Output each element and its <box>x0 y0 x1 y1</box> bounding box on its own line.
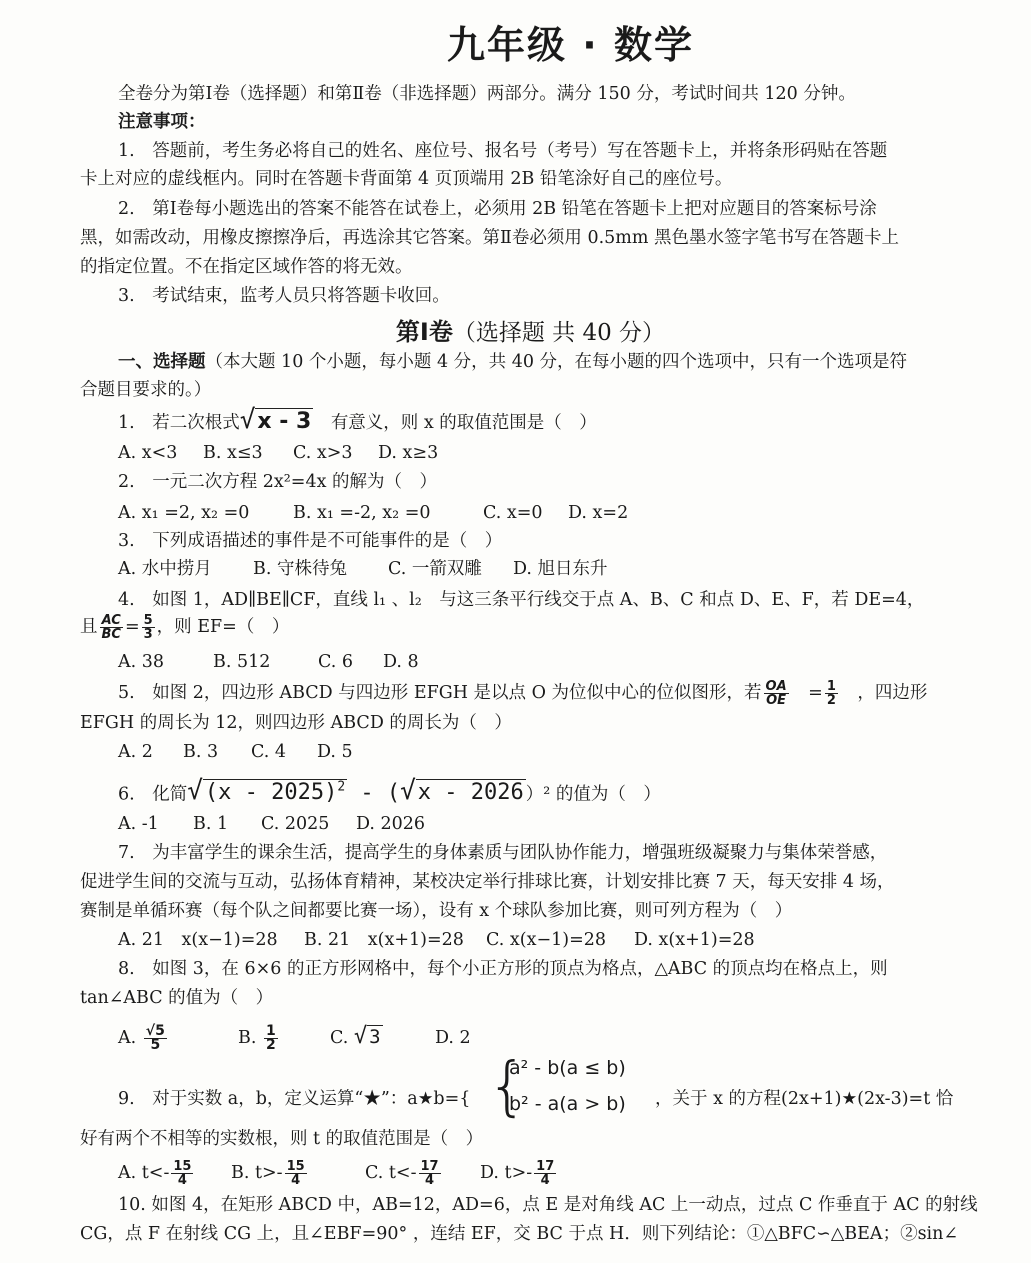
q9-option-a-num: 15 <box>173 1159 192 1174</box>
q6-options <box>118 812 991 836</box>
q6-option-a: A. -1 <box>118 814 159 834</box>
question-9-line2: 好有两个不相等的实数根，则 t 的取值范围是（ ） <box>80 1129 484 1149</box>
q9-option-c-num: 17 <box>420 1159 439 1174</box>
q4-options <box>118 650 991 674</box>
note-2a: 2. 第Ⅰ卷每小题选出的答案不能答在试卷上，必须用 2B 铅笔在答题卡上把对应题目的答案标号涂 <box>118 199 877 219</box>
q4-option-d: D. 8 <box>383 652 419 672</box>
q9-option-a-den: 4 <box>177 1173 187 1188</box>
q2-options <box>118 501 991 525</box>
q9-option-a-pre: A. t<- <box>118 1163 170 1183</box>
q3-option-c: C. 一箭双雕 <box>388 559 482 579</box>
q9-option-b-frac <box>285 1160 307 1187</box>
q6-option-b: B. 1 <box>193 814 229 834</box>
q4-frac-num: AC <box>100 614 123 628</box>
part1-heading: 一、选择题 <box>118 352 206 372</box>
section-title <box>0 312 1031 347</box>
q5-fraction <box>764 680 789 707</box>
question-7-line3: 赛制是单循环赛（每个队之间都要比赛一场），设有 x 个球队参加比赛，则可列方程为（ ） <box>80 901 793 921</box>
q9-brace: { <box>487 1050 528 1124</box>
question-1 <box>118 405 991 435</box>
part1-desc: （本大题 10 个小题，每小题 4 分，共 40 分，在每小题的四个选项中，只有一个选项是符 <box>205 352 908 372</box>
question-10-line1: 10. 如图 4，在矩形 ABCD 中，AB=12，AD=6，点 E 是对角线 AC 上一动点，过点 C 作垂直于 AC 的射线 <box>118 1195 978 1215</box>
q8-option-a <box>118 1023 238 1053</box>
question-7-line1: 7. 为丰富学生的课余生活，提高学生的身体素质与团队协作能力，增强班级凝聚力与集体荣誉感， <box>118 843 888 863</box>
question-4-line2 <box>80 614 991 641</box>
part1-desc-b: 合题目要求的。） <box>80 380 212 400</box>
intro-line: 全卷分为第Ⅰ卷（选择题）和第Ⅱ卷（非选择题）两部分。满分 150 分，考试时间共 120 分钟。 <box>118 84 856 104</box>
q7-option-a: A. 21 x(x−1)=28 <box>118 930 278 950</box>
question-5-line1 <box>118 680 991 707</box>
q4-pre: 且 <box>80 617 98 637</box>
q1-option-b: B. x≤3 <box>203 443 263 463</box>
q6-radicand-2: x - 2026 <box>417 780 524 806</box>
q3-option-a: A. 水中捞月 <box>118 559 212 579</box>
q4-frac2-den: 3 <box>143 627 153 642</box>
q6-mid: - ( <box>347 780 401 806</box>
q9-option-b-num: 15 <box>286 1159 305 1174</box>
note-1b: 卡上对应的虚线框内。同时在答题卡背面第 4 页顶端用 2B 铅笔涂好自己的座位号。 <box>80 169 733 189</box>
q8-option-d: D. 2 <box>435 1028 471 1048</box>
question-7-line2: 促进学生间的交流与互动，弘扬体育精神，某校决定举行排球比赛，计划安排比赛 7 天，每天安排 4 场， <box>80 872 895 892</box>
q4-post: ，则 EF=（ ） <box>156 617 290 637</box>
q4-frac2-num: 5 <box>143 613 153 628</box>
q7-option-c: C. x(x−1)=28 <box>486 930 607 950</box>
q8-option-c-value: 3 <box>369 1026 381 1048</box>
q1-option-a: A. x<3 <box>118 443 178 463</box>
q3-options <box>118 557 991 581</box>
q8-option-a-den: 5 <box>150 1037 161 1053</box>
notes-heading: 注意事项： <box>118 112 206 132</box>
q8-option-c-sqrt: √ 3 <box>353 1024 381 1049</box>
question-3: 3. 下列成语描述的事件是不可能事件的是（ ） <box>118 531 503 551</box>
q4-option-a: A. 38 <box>118 652 165 672</box>
q9-option-a-frac <box>171 1160 193 1187</box>
q1-pre: 1. 若二次根式 <box>118 413 240 433</box>
q5-frac2-num: 1 <box>826 679 836 694</box>
q3-option-d: D. 旭日东升 <box>513 559 608 579</box>
note-2c: 的指定位置。不在指定区域作答的将无效。 <box>80 257 413 277</box>
q2-option-b: B. x₁ =-2, x₂ =0 <box>293 503 431 523</box>
q9-option-d-frac <box>534 1160 556 1187</box>
q9-pre: 9. 对于实数 a，b，定义运算“★”：a★b={ <box>118 1089 471 1109</box>
q5-post: ，四边形 <box>857 683 928 703</box>
q9-option-c-den: 4 <box>425 1173 435 1188</box>
q9-piecewise <box>487 1050 637 1125</box>
q8-option-a-frac <box>144 1025 167 1052</box>
question-6 <box>118 776 991 806</box>
q6-post: ）² 的值为（ ） <box>525 784 661 805</box>
q5-option-a: A. 2 <box>118 742 153 762</box>
q7-option-d: D. x(x+1)=28 <box>634 930 755 950</box>
q7-options <box>118 928 991 952</box>
q5-pre: 5. 如图 2，四边形 ABCD 与四边形 EFGH 是以点 O 为位似中心的位似图形，若 <box>118 683 762 703</box>
q6-pre: 6. 化简 <box>118 784 188 805</box>
q1-options <box>118 441 991 465</box>
q8-option-b-frac <box>264 1025 278 1052</box>
q4-fraction <box>100 614 123 641</box>
q5-frac-num: OA <box>765 679 787 694</box>
q9-option-d-pre: D. t>- <box>480 1163 533 1183</box>
section-title-bold: 第Ⅰ卷 <box>395 318 453 346</box>
q5-option-d: D. 5 <box>317 742 353 762</box>
q9-option-c-pre: C. t<- <box>365 1163 417 1183</box>
q5-fraction-2 <box>825 680 838 707</box>
q4-eq: = <box>124 617 140 637</box>
q8-options <box>118 1022 991 1053</box>
q4-fraction-2 <box>142 614 155 641</box>
q9-option-b-den: 4 <box>291 1173 301 1188</box>
q1-post: 有意义，则 x 的取值范围是（ ） <box>330 413 597 433</box>
question-8-line1: 8. 如图 3，在 6×6 的正方形网格中，每个小正方形的顶点为格点，△ABC 的顶点均在格点上，则 <box>118 959 888 979</box>
q9-option-d-den: 4 <box>540 1173 550 1188</box>
q6-radicand-1 <box>203 779 347 805</box>
section-title-rest: （选择题 共 40 分） <box>452 320 666 346</box>
question-10-line2: CG，点 F 在射线 CG 上，且∠EBF=90° ，连结 EF，交 BC 于点 H．则下列结论：①△BFC∽△BEA；②sin∠ <box>80 1224 959 1244</box>
q9-option-b <box>231 1158 365 1188</box>
q4-option-b: B. 512 <box>213 652 271 672</box>
q7-option-b: B. 21 x(x+1)=28 <box>304 930 464 950</box>
q5-option-b: B. 3 <box>183 742 219 762</box>
q9-case-2: b² - a(a > b) <box>509 1093 626 1115</box>
question-2: 2. 一元二次方程 2x²=4x 的解为（ ） <box>118 472 438 492</box>
q2-option-a: A. x₁ =2, x₂ =0 <box>118 503 250 523</box>
q6-option-d: D. 2026 <box>356 814 426 834</box>
q1-option-d: D. x≥3 <box>378 443 439 463</box>
q8-option-b-label: B. <box>238 1028 257 1048</box>
q6-sqrt-1: √(x - 2025)$^2$ <box>187 776 346 807</box>
q9-option-c <box>365 1158 480 1188</box>
q5-frac2-den: 2 <box>826 693 836 708</box>
q6-option-c: C. 2025 <box>261 814 330 834</box>
q9-option-b-pre: B. t>- <box>231 1163 283 1183</box>
q1-radicand: x - 3 <box>257 409 312 434</box>
question-8-line2: tan∠ABC 的值为（ ） <box>80 988 274 1008</box>
q1-option-c: C. x>3 <box>293 443 353 463</box>
question-5-line2: EFGH 的周长为 12，则四边形 ABCD 的周长为（ ） <box>80 713 512 733</box>
q8-option-b-den: 2 <box>266 1037 276 1053</box>
part1-desc-a <box>118 350 991 374</box>
q6-sqrt-2: √x - 2026 <box>400 776 524 807</box>
q8-option-a-label: A. <box>118 1028 137 1048</box>
q9-option-c-frac <box>419 1160 441 1187</box>
q9-option-a <box>118 1158 231 1188</box>
q6-exponent: 2 <box>337 780 346 795</box>
q9-option-d-num: 17 <box>536 1159 555 1174</box>
q9-post: ，关于 x 的方程(2x+1)★(2x-3)=t 恰 <box>655 1089 954 1109</box>
q8-option-c <box>330 1022 435 1053</box>
q5-options <box>118 740 991 764</box>
page-title: 九年级 · 数学 <box>447 23 694 67</box>
q5-frac-den: OE <box>766 693 787 708</box>
q8-option-b-num: 1 <box>266 1023 276 1039</box>
note-1a: 1. 答题前，考生务必将自己的姓名、座位号、报名号（考号）写在答题卡上，并将条形码贴在答题 <box>118 141 888 161</box>
q9-option-d <box>480 1158 558 1188</box>
q4-frac-den: BC <box>101 627 121 642</box>
q6-radicand-1-text: (x - 2025) <box>204 780 338 806</box>
q8-option-a-num: √5 <box>145 1023 165 1039</box>
q9-options <box>118 1158 991 1188</box>
q3-option-b: B. 守株待兔 <box>253 559 347 579</box>
question-4-line1: 4. 如图 1，AD∥BE∥CF，直线 l₁ 、l₂ 与这三条平行线交于点 A、B、C 和点 D、E、F，若 DE=4， <box>118 590 925 610</box>
note-3: 3. 考试结束，监考人员只将答题卡收回。 <box>118 286 450 306</box>
q9-case-1: a² - b(a ≤ b) <box>509 1057 626 1079</box>
q5-eq: = <box>808 683 823 703</box>
q1-sqrt: √x - 3 <box>239 405 312 435</box>
note-2b: 黑，如需改动，用橡皮擦擦净后，再选涂其它答案。第Ⅱ卷必须用 0.5mm 黑色墨水签字笔书写在答题卡上 <box>80 228 900 248</box>
q5-option-c: C. 4 <box>251 742 287 762</box>
q8-option-c-label: C. <box>330 1028 349 1048</box>
q4-option-c: C. 6 <box>318 652 354 672</box>
q8-option-b <box>238 1023 330 1053</box>
q2-option-c: C. x=0 <box>483 503 543 523</box>
q2-option-d: D. x=2 <box>568 503 629 523</box>
